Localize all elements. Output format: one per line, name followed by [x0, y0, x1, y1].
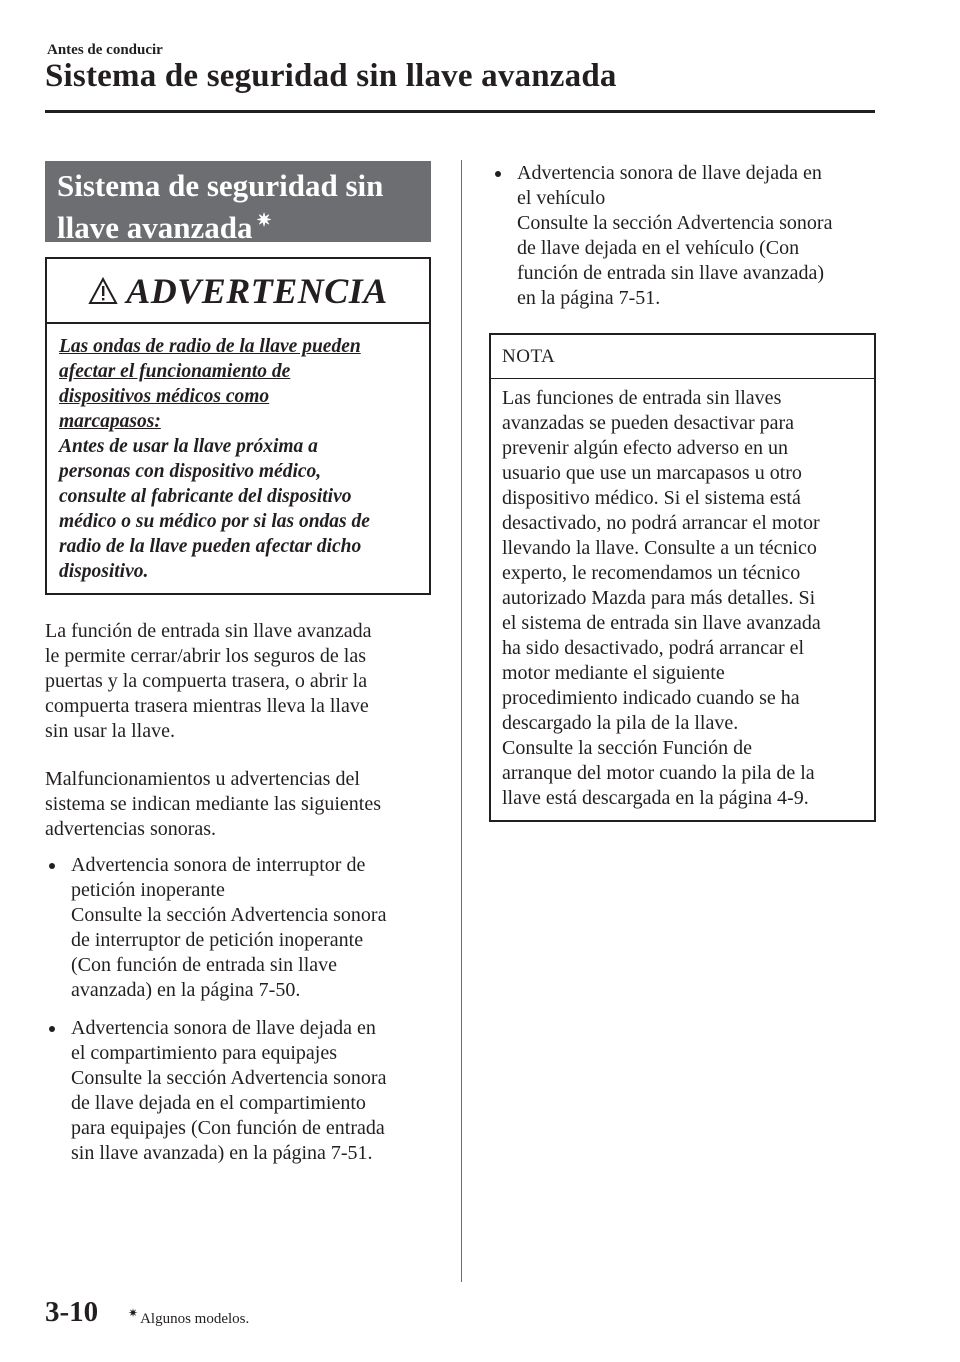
text-line: consulte al fabricante del dispositivo	[59, 486, 352, 507]
text-line: dispositivo médico. Si el sistema está	[502, 487, 801, 509]
note-body	[491, 379, 874, 811]
warning-header	[47, 259, 429, 324]
asterisk-icon: ✷	[128, 1306, 139, 1320]
intro-paragraph	[45, 619, 435, 744]
text-line: arranque del motor cuando la pila de la	[502, 762, 815, 784]
text-line: Malfuncionamientos u advertencias del	[45, 768, 360, 790]
section-title-line1: Sistema de seguridad sin	[57, 168, 384, 203]
text-line: para equipajes (Con función de entrada	[71, 1117, 385, 1139]
text-line: Antes de usar la llave próxima a	[59, 436, 318, 457]
warning-box	[45, 257, 431, 595]
text-line: descargado la pila de la llave.	[502, 712, 739, 734]
text-line: Advertencia sonora de llave dejada en	[71, 1017, 376, 1039]
header-rule	[45, 110, 875, 113]
text-line: de llave dejada en el compartimiento	[71, 1092, 366, 1114]
text-line: compuerta trasera mientras lleva la llave	[45, 695, 369, 717]
text-line: procedimiento indicado cuando se ha	[502, 687, 800, 709]
text-line: autorizado Mazda para más detalles. Si	[502, 587, 816, 609]
text-line: el vehículo	[517, 187, 606, 209]
text-line: afectar el funcionamiento de	[59, 361, 291, 382]
text-line: dispositivos médicos como	[59, 386, 270, 407]
footnote	[128, 1306, 249, 1328]
section-title-line2-wrap	[57, 203, 419, 245]
text-line: petición inoperante	[71, 879, 225, 901]
text-line: llave está descargada en la página 4-9.	[502, 787, 809, 809]
text-line: Consulte la sección Advertencia sonora	[517, 212, 833, 234]
text-line: personas con dispositivo médico,	[59, 461, 322, 482]
text-line: desactivado, no podrá arrancar el motor	[502, 512, 820, 534]
text-line: marcapasos:	[59, 411, 161, 432]
warning-triangle-icon	[88, 277, 118, 305]
bullet-item	[71, 853, 436, 1003]
text-line: llevando la llave. Consulte a un técnico	[502, 537, 817, 559]
text-line: sistema se indican mediante las siguientes	[45, 793, 382, 815]
text-line: radio de la llave pueden afectar dicho	[59, 536, 362, 557]
text-line: en la página 7-51.	[517, 287, 661, 309]
text-line: (Con función de entrada sin llave	[71, 954, 338, 976]
bullet-dot-icon	[49, 1026, 55, 1032]
bullet-dot-icon	[49, 863, 55, 869]
text-line: de llave dejada en el vehículo (Con	[517, 237, 800, 259]
text-line: Advertencia sonora de interruptor de	[71, 854, 366, 876]
text-line: médico o su médico por si las ondas de	[59, 511, 370, 532]
text-line: el sistema de entrada sin llave avanzada	[502, 612, 821, 634]
text-line: avanzada) en la página 7-50.	[71, 979, 301, 1001]
text-line: advertencias sonoras.	[45, 818, 217, 840]
text-line: Consulte la sección Advertencia sonora	[71, 1067, 387, 1089]
section-heading	[45, 161, 431, 245]
text-line: de interruptor de petición inoperante	[71, 929, 364, 951]
note-box	[489, 333, 876, 822]
column-divider	[461, 160, 462, 1282]
bullet-dot-icon	[495, 171, 501, 177]
header-kicker: Antes de conducir	[47, 42, 163, 58]
text-line: Advertencia sonora de llave dejada en	[517, 162, 822, 184]
text-line: motor mediante el siguiente	[502, 662, 725, 684]
text-line: Las ondas de radio de la llave pueden	[59, 336, 361, 357]
text-line: sin llave avanzada) en la página 7-51.	[71, 1142, 373, 1164]
page-title: Sistema de seguridad sin llave avanzada	[45, 58, 617, 94]
malfunction-paragraph	[45, 767, 435, 842]
text-line: avanzadas se pueden desactivar para	[502, 412, 795, 434]
text-line: dispositivo.	[59, 561, 149, 582]
asterisk-icon: ✷	[256, 210, 272, 230]
bullet-item	[71, 1016, 436, 1166]
section-title-line2: llave avanzada	[57, 210, 253, 245]
text-line: usuario que use un marcapasos u otro	[502, 462, 802, 484]
text-line: Las funciones de entrada sin llaves	[502, 387, 782, 409]
note-title: NOTA	[491, 335, 874, 379]
text-line: Consulte la sección Advertencia sonora	[71, 904, 387, 926]
page-number: 3-10	[45, 1296, 99, 1328]
text-line: le permite cerrar/abrir los seguros de las	[45, 645, 366, 667]
text-line: prevenir algún efecto adverso en un	[502, 437, 788, 459]
text-line: el compartimiento para equipajes	[71, 1042, 338, 1064]
text-line: puertas y la compuerta trasera, o abrir la	[45, 670, 368, 692]
text-line: experto, le recomendamos un técnico	[502, 562, 801, 584]
warning-title: ADVERTENCIA	[126, 270, 388, 311]
text-line: sin usar la llave.	[45, 720, 175, 742]
text-line: función de entrada sin llave avanzada)	[517, 262, 825, 284]
warning-body	[47, 324, 429, 584]
bullet-item	[517, 161, 877, 311]
text-line: Consulte la sección Función de	[502, 737, 752, 759]
footnote-text: Algunos modelos.	[140, 1311, 250, 1327]
text-line: ha sido desactivado, podrá arrancar el	[502, 637, 805, 659]
text-line: La función de entrada sin llave avanzada	[45, 620, 372, 642]
